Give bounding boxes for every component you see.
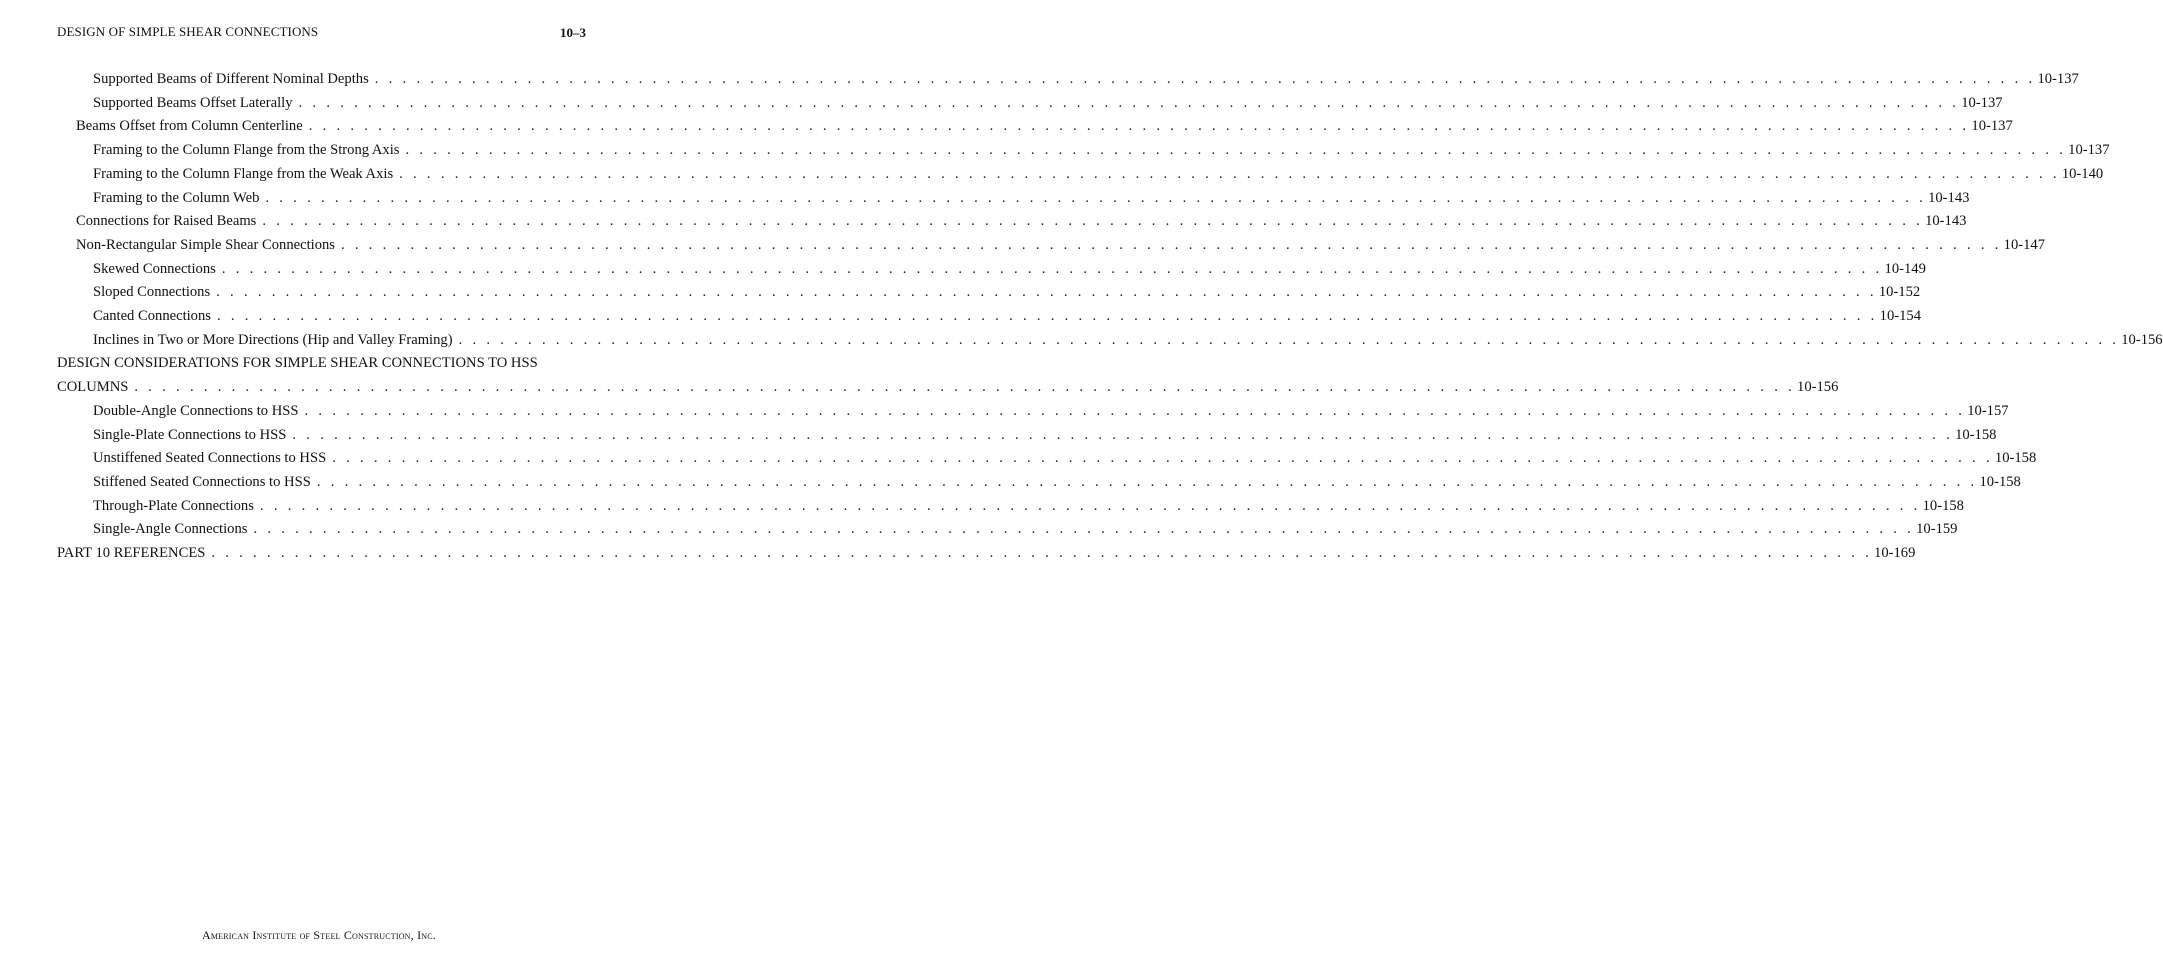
toc-entry: [93, 330, 2163, 350]
dot-leader: . . . . . . . . . . . . . . . . . . . . . . . . . . . . . . . . . . . . . . . . . . . . . . . . . . . . . . . . . . . . . . . . . . . . . . . . . . . . . . . . . . . . . . . . . . . . . . . . . . . . . . . . . . . . . . . . . . . . . . . .: [262, 213, 1924, 230]
toc-entry: [57, 377, 1839, 397]
dot-leader: . . . . . . . . . . . . . . . . . . . . . . . . . . . . . . . . . . . . . . . . . . . . . . . . . . . . . . . . . . . . . . . . . . . . . . . . . . . . . . . . . . . . . . . . . . . . . . . . . . . . . . . . . . . . . . . . . . . . . . . .: [458, 331, 2120, 348]
toc-entry-title: Unstiffened Seated Connections to HSS: [93, 450, 327, 467]
toc-entry-title: Double-Angle Connections to HSS: [93, 402, 299, 419]
toc-entry-title: Stiffened Seated Connections to HSS: [93, 473, 311, 490]
toc-entry-title: Sloped Connections: [93, 284, 211, 301]
page-number: 10–3: [560, 25, 586, 40]
toc-entry-page: 10-149: [1884, 260, 1926, 277]
toc-entry: [76, 211, 1967, 231]
toc-entry-title: Skewed Connections: [93, 260, 216, 277]
toc-entry-title: Canted Connections: [93, 308, 211, 324]
toc-entry-page: 10-156: [1797, 379, 1839, 396]
toc-entry-page: 10-158: [1922, 497, 1964, 514]
running-header-title: DESIGN OF SIMPLE SHEAR CONNECTIONS: [57, 24, 319, 39]
toc-entry-page: 10-152: [1878, 284, 1921, 301]
toc-entry-page: 10-169: [1874, 545, 1916, 561]
dot-leader: . . . . . . . . . . . . . . . . . . . . . . . . . . . . . . . . . . . . . . . . . . . . . . . . . . . . . . . . . . . . . . . . . . . . . . . . . . . . . . . . . . . . . . . . . . . . . . . . . . . . . . . . . . . . . . . . . . . . . . . .: [308, 118, 1970, 135]
toc-entry-page: 10-147: [2003, 236, 2046, 253]
toc-entry-title: COLUMNS: [57, 379, 129, 396]
toc-entry: [93, 140, 2110, 160]
toc-entry-title: Supported Beams of Different Nominal Depths: [93, 71, 369, 87]
toc-entry: [93, 448, 2037, 468]
toc-entry-title: DESIGN CONSIDERATIONS FOR SIMPLE SHEAR CONNECTIONS TO HSS: [57, 355, 538, 372]
dot-leader: . . . . . . . . . . . . . . . . . . . . . . . . . . . . . . . . . . . . . . . . . . . . . . . . . . . . . . . . . . . . . . . . . . . . . . . . . . . . . . . . . . . . . . . . . . . . . . . . . . . . . . . . . . . . . . . . . . . . . . . .: [211, 545, 1873, 561]
dot-leader: . . . . . . . . . . . . . . . . . . . . . . . . . . . . . . . . . . . . . . . . . . . . . . . . . . . . . . . . . . . . . . . . . . . . . . . . . . . . . . . . . . . . . . . . . . . . . . . . . . . . . . . . . . . . . . . . . . . . . . . .: [298, 94, 1960, 111]
toc-entry-page: 10-137: [2068, 142, 2110, 159]
dot-leader: . . . . . . . . . . . . . . . . . . . . . . . . . . . . . . . . . . . . . . . . . . . . . . . . . . . . . . . . . . . . . . . . . . . . . . . . . . . . . . . . . . . . . . . . . . . . . . . . . . . . . . . . . . . . . . . . . . . . . . . .: [374, 71, 2036, 87]
toc-entry-title: Framing to the Column Flange from the Strong Axis: [93, 142, 400, 159]
dot-leader: . . . . . . . . . . . . . . . . . . . . . . . . . . . . . . . . . . . . . . . . . . . . . . . . . . . . . . . . . . . . . . . . . . . . . . . . . . . . . . . . . . . . . . . . . . . . . . . . . . . . . . . . . . . . . . . . . . . . . . . .: [265, 189, 1927, 206]
toc-entry: [93, 282, 1921, 302]
toc-entry-page: 10-137: [2037, 71, 2079, 87]
toc-entry-title: Connections for Raised Beams: [76, 213, 257, 230]
toc-entry-title: Framing to the Column Web: [93, 189, 260, 206]
toc-entry-page: 10-157: [1967, 402, 2009, 419]
toc-entry: [76, 116, 2013, 136]
toc-entry: [93, 472, 2021, 492]
toc-entry-page: 10-159: [1916, 521, 1958, 538]
toc-entry-page: 10-158: [1994, 450, 2037, 467]
toc-entry-page: 10-158: [1979, 473, 2021, 490]
toc-entry-title: Non-Rectangular Simple Shear Connections: [76, 236, 335, 253]
toc-entry-title: Framing to the Column Flange from the Weak Axis: [93, 165, 394, 182]
dot-leader: . . . . . . . . . . . . . . . . . . . . . . . . . . . . . . . . . . . . . . . . . . . . . . . . . . . . . . . . . . . . . . . . . . . . . . . . . . . . . . . . . . . . . . . . . . . . . . . . . . . . . . . . . . . . . . . . . . . . . . . .: [405, 142, 2067, 159]
dot-leader: . . . . . . . . . . . . . . . . . . . . . . . . . . . . . . . . . . . . . . . . . . . . . . . . . . . . . . . . . . . . . . . . . . . . . . . . . . . . . . . . . . . . . . . . . . . . . . . . . . . . . . . . . . . . . . . . . . . . . . . .: [304, 402, 1966, 419]
toc-entry: [93, 425, 1997, 445]
toc-entry: [93, 306, 1921, 326]
toc-entry-title: Inclines in Two or More Directions (Hip and Valley Framing): [93, 331, 453, 348]
toc-entry: [57, 543, 1916, 563]
toc-entry: [93, 259, 1926, 279]
toc-entry-title: Single-Angle Connections: [93, 521, 248, 538]
toc-entry-title: Supported Beams Offset Laterally: [93, 94, 293, 111]
toc-entry-page: 10-143: [1928, 189, 1970, 206]
dot-leader: . . . . . . . . . . . . . . . . . . . . . . . . . . . . . . . . . . . . . . . . . . . . . . . . . . . . . . . . . . . . . . . . . . . . . . . . . . . . . . . . . . . . . . . . . . . . . . . . . . . . . . . . . . . . . . . . . . . . . . . .: [216, 308, 1878, 324]
toc-entry-title: Single-Plate Connections to HSS: [93, 426, 287, 443]
dot-leader: . . . . . . . . . . . . . . . . . . . . . . . . . . . . . . . . . . . . . . . . . . . . . . . . . . . . . . . . . . . . . . . . . . . . . . . . . . . . . . . . . . . . . . . . . . . . . . . . . . . . . . . . . . . . . . . . . . . . . . . .: [292, 426, 1954, 443]
publisher-footer: American Institute of Steel Construction, Inc.: [202, 928, 436, 942]
dot-leader: . . . . . . . . . . . . . . . . . . . . . . . . . . . . . . . . . . . . . . . . . . . . . . . . . . . . . . . . . . . . . . . . . . . . . . . . . . . . . . . . . . . . . . . . . . . . . . . . . . . . . . . . . . . . . . . . . . . . . . . .: [259, 497, 1921, 514]
dot-leader: . . . . . . . . . . . . . . . . . . . . . . . . . . . . . . . . . . . . . . . . . . . . . . . . . . . . . . . . . . . . . . . . . . . . . . . . . . . . . . . . . . . . . . . . . . . . . . . . . . . . . . . . . . . . . . . . . . . . . . . .: [399, 165, 2060, 182]
toc-entry: [76, 235, 2046, 255]
toc-entry-page: 10-156: [2121, 331, 2163, 348]
toc-entry-page: 10-158: [1955, 426, 1997, 443]
toc-entry-page: 10-143: [1925, 213, 1967, 230]
dot-leader: . . . . . . . . . . . . . . . . . . . . . . . . . . . . . . . . . . . . . . . . . . . . . . . . . . . . . . . . . . . . . . . . . . . . . . . . . . . . . . . . . . . . . . . . . . . . . . . . . . . . . . . . . . . . . . . . . . . . . . . .: [332, 450, 1993, 467]
toc-entry-title: Through-Plate Connections: [93, 497, 254, 514]
dot-leader: . . . . . . . . . . . . . . . . . . . . . . . . . . . . . . . . . . . . . . . . . . . . . . . . . . . . . . . . . . . . . . . . . . . . . . . . . . . . . . . . . . . . . . . . . . . . . . . . . . . . . . . . . . . . . . . . . . . . . . . .: [316, 473, 1978, 490]
dot-leader: . . . . . . . . . . . . . . . . . . . . . . . . . . . . . . . . . . . . . . . . . . . . . . . . . . . . . . . . . . . . . . . . . . . . . . . . . . . . . . . . . . . . . . . . . . . . . . . . . . . . . . . . . . . . . . . . . . . . . . . .: [340, 236, 2002, 253]
dot-leader: . . . . . . . . . . . . . . . . . . . . . . . . . . . . . . . . . . . . . . . . . . . . . . . . . . . . . . . . . . . . . . . . . . . . . . . . . . . . . . . . . . . . . . . . . . . . . . . . . . . . . . . . . . . . . . . . . . . . . . . .: [134, 379, 1796, 396]
toc-entry: [93, 496, 1964, 516]
toc-entry-title: Beams Offset from Column Centerline: [76, 118, 303, 135]
toc-entry: [93, 401, 2009, 421]
toc-entry: [93, 69, 2079, 89]
toc-entry-page: 10-137: [1961, 94, 2003, 111]
toc-entry-page: 10-137: [1971, 118, 2013, 135]
toc-entry: [93, 93, 2003, 113]
toc-entry: [93, 164, 2104, 184]
toc-entry: [57, 353, 574, 373]
toc-entry-title: PART 10 REFERENCES: [57, 545, 206, 561]
dot-leader: . . . . . . . . . . . . . . . . . . . . . . . . . . . . . . . . . . . . . . . . . . . . . . . . . . . . . . . . . . . . . . . . . . . . . . . . . . . . . . . . . . . . . . . . . . . . . . . . . . . . . . . . . . . . . . . . . . . . . . . .: [253, 521, 1915, 538]
dot-leader: . . . . . . . . . . . . . . . . . . . . . . . . . . . . . . . . . . . . . . . . . . . . . . . . . . . . . . . . . . . . . . . . . . . . . . . . . . . . . . . . . . . . . . . . . . . . . . . . . . . . . . . . . . . . . . . . . . . . . . . .: [216, 284, 1877, 301]
toc-entry: [93, 188, 1970, 208]
toc-entry-page: 10-140: [2061, 165, 2104, 182]
toc-entry-page: 10-154: [1879, 308, 1921, 324]
toc-entry: [93, 519, 1958, 539]
dot-leader: . . . . . . . . . . . . . . . . . . . . . . . . . . . . . . . . . . . . . . . . . . . . . . . . . . . . . . . . . . . . . . . . . . . . . . . . . . . . . . . . . . . . . . . . . . . . . . . . . . . . . . . . . . . . . . . . . . . . . . . .: [221, 260, 1883, 277]
